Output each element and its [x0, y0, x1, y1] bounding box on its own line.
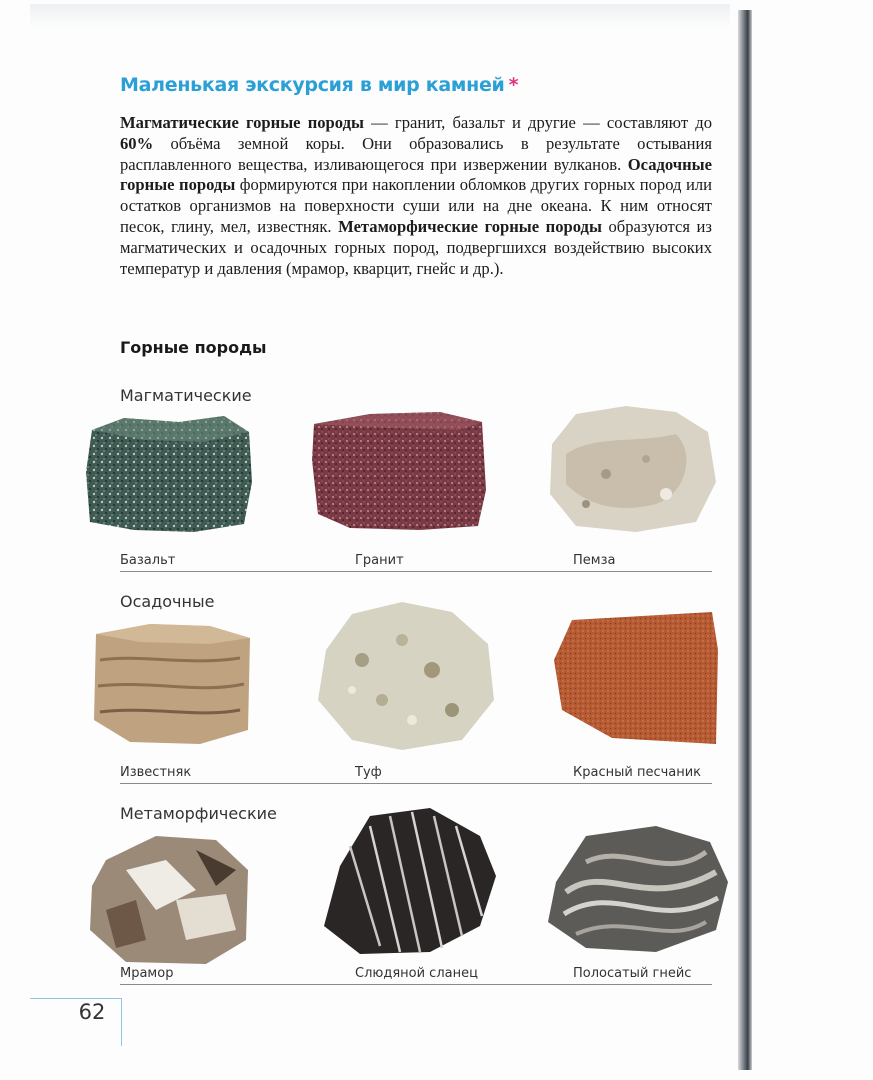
banded-gneiss-image [546, 822, 730, 954]
rock-label-mica-schist: Слюдяной сланец [355, 966, 478, 981]
divider [120, 783, 712, 784]
limestone-image [90, 620, 254, 748]
scan-shadow [30, 4, 730, 30]
red-sandstone-image [552, 610, 720, 746]
divider [120, 984, 712, 985]
basalt-image [84, 412, 254, 536]
page-number: 62 [78, 1000, 106, 1024]
star-icon: * [508, 74, 519, 96]
term-metamorphic: Метаморфические горные породы [338, 216, 602, 236]
pumice-image [546, 404, 718, 534]
paragraph-text: — гранит, базальт и другие — составляют до [363, 113, 712, 132]
section-title [120, 74, 518, 96]
rock-label-granite: Гранит [355, 553, 404, 568]
group-title-magmatic: Магматические [120, 386, 252, 405]
marble-image [86, 830, 254, 966]
main-paragraph [120, 113, 712, 279]
rock-label-pumice: Пемза [573, 553, 616, 568]
divider [120, 571, 712, 572]
granite-image [310, 410, 488, 532]
rock-label-red-sandstone: Красный песчаник [573, 765, 702, 780]
tuff-image [312, 600, 498, 752]
group-title-metamorphic: Метаморфические [120, 804, 277, 823]
paragraph-text: формируются при накоплении обломков других горных пород или остатков организмов на поверхности суши или на дне океана. К ним относят песок, глину, мел, известняк. [120, 175, 712, 236]
rock-label-tuff: Туф [355, 765, 382, 780]
group-title-sedimentary: Осадочные [120, 592, 215, 611]
rock-label-banded-gneiss: Полосатый гнейс [573, 966, 692, 981]
mica-schist-image [320, 806, 498, 956]
term-magmatic: Магматические горные породы [120, 113, 364, 132]
rocks-heading: Горные породы [120, 338, 267, 357]
percent-value: 60% [120, 133, 154, 153]
page-number-rule [121, 998, 122, 1046]
rock-label-limestone: Известняк [120, 765, 192, 780]
page-binding-edge [738, 10, 752, 1070]
rock-label-marble: Мрамор [120, 966, 174, 981]
page-number-rule [30, 998, 122, 999]
section-title-text: Маленькая экскурсия в мир камней [120, 74, 505, 96]
paragraph-text: образуются из магматических и осадочных горных пород, подвергшихся воздействию высоких температур и давления (мрамор, кварцит, гнейс и др.). [120, 216, 712, 278]
paragraph-text: объёма земной коры. Они образовались в результате остывания расплавленного вещества, изливающегося при извержении вулканов. [120, 133, 712, 174]
term-sedimentary: Осадочные горные породы [120, 154, 712, 195]
rock-label-basalt: Базальт [120, 553, 176, 568]
